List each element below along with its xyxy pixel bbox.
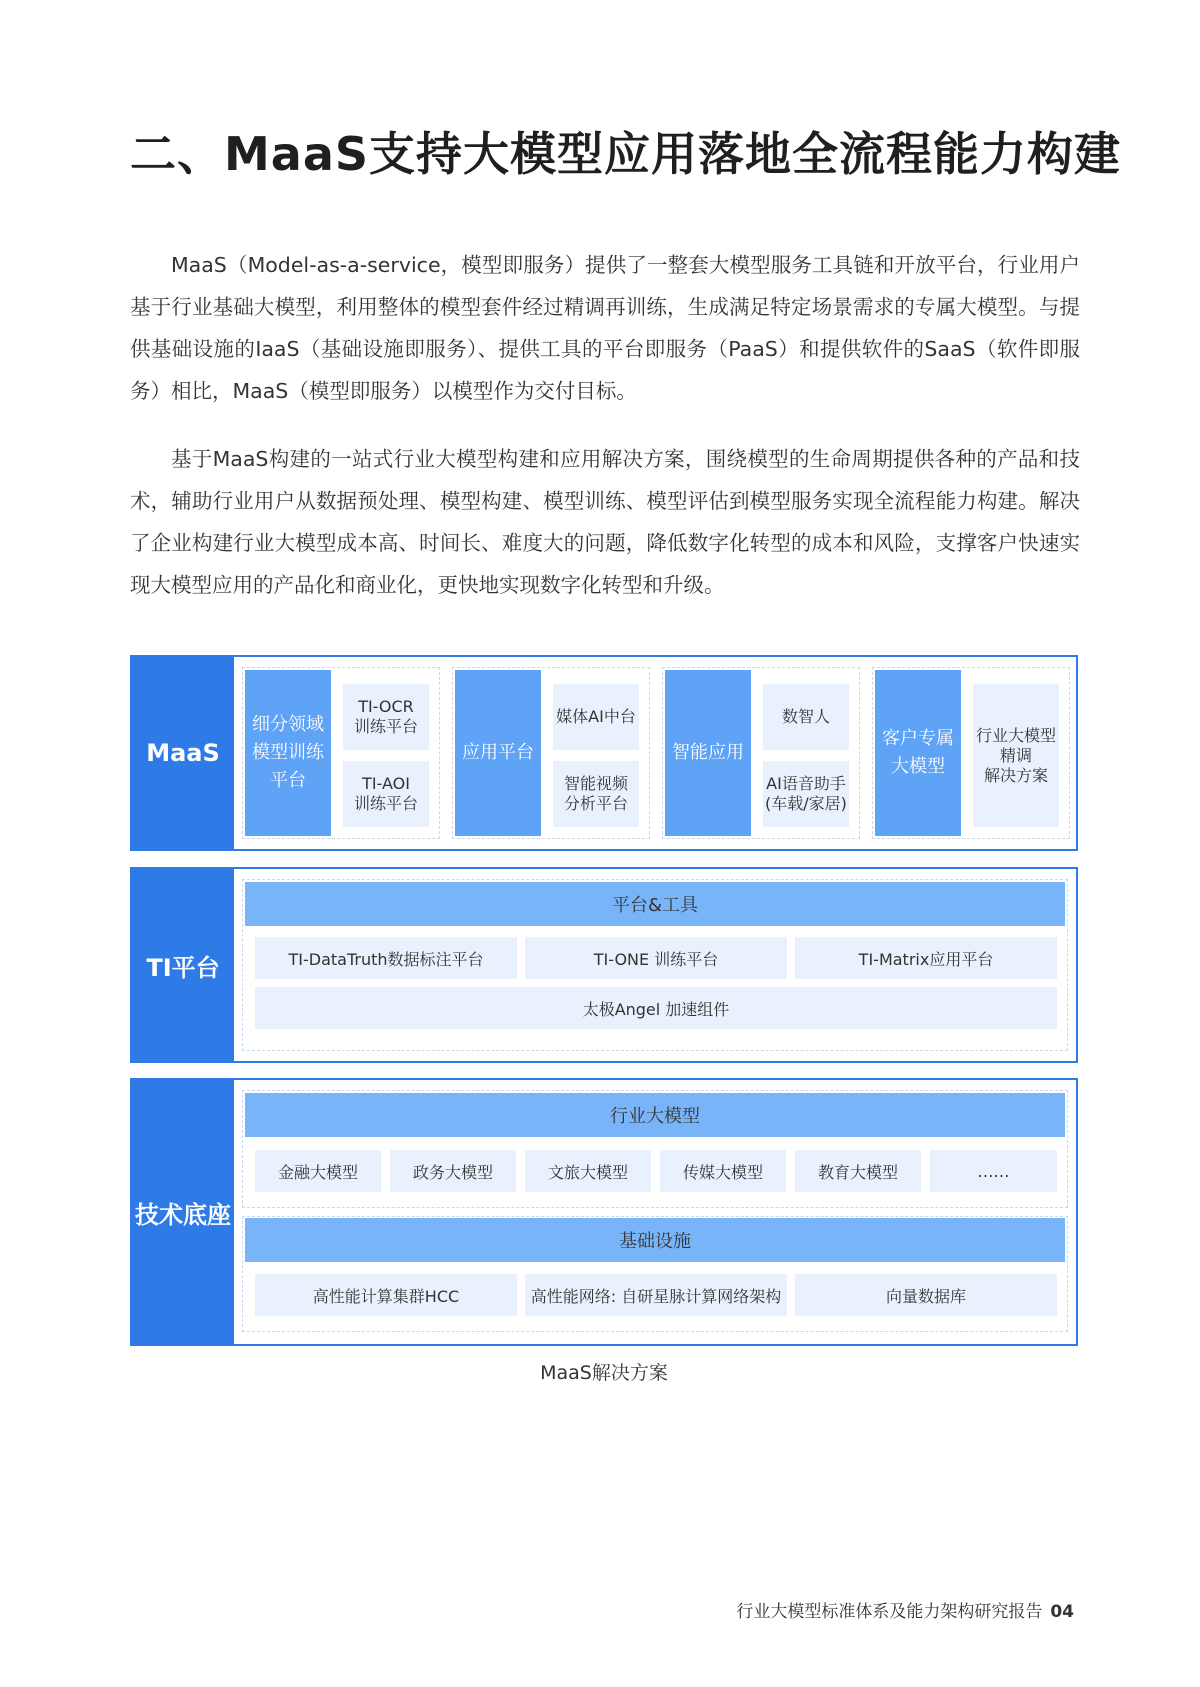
maas-item-media-ai: 媒体AI中台 xyxy=(553,684,639,750)
maas-layer xyxy=(130,655,1078,851)
maas-item-ai-voice: AI语音助手 (车载/家居) xyxy=(763,761,849,827)
tech-infra-bar: 基础设施 xyxy=(245,1218,1065,1262)
infra-network: 高性能网络: 自研星脉计算网络架构 xyxy=(525,1274,787,1316)
maas-group-app-platform-title: 应用平台 xyxy=(455,670,541,836)
maas-item-digital-human: 数智人 xyxy=(763,684,849,750)
infra-hcc: 高性能计算集群HCC xyxy=(255,1274,517,1316)
model-government: 政务大模型 xyxy=(390,1150,516,1192)
tech-base-layer xyxy=(130,1078,1078,1346)
model-education: 教育大模型 xyxy=(795,1150,921,1192)
maas-group-smart-apps-title: 智能应用 xyxy=(665,670,751,836)
maas-item-industry-finetune: 行业大模型 精调 解决方案 xyxy=(973,684,1059,827)
maas-item-ti-aoi: TI-AOI 训练平台 xyxy=(343,761,429,827)
ti-datatruth: TI-DataTruth数据标注平台 xyxy=(255,937,517,979)
ti-header-bar: 平台&工具 xyxy=(245,882,1065,926)
model-finance: 金融大模型 xyxy=(255,1150,381,1192)
infra-vector-db: 向量数据库 xyxy=(795,1274,1057,1316)
footer-report-title: 行业大模型标准体系及能力架构研究报告 xyxy=(736,1602,1043,1622)
ti-platform-layer xyxy=(130,867,1078,1063)
page-title: 二、MaaS支持大模型应用落地全流程能力构建 xyxy=(130,127,1121,181)
model-media: 传媒大模型 xyxy=(660,1150,786,1192)
figure-caption: MaaS解决方案 xyxy=(540,1362,668,1384)
ti-one: TI-ONE 训练平台 xyxy=(525,937,787,979)
maas-group-model-training-title: 细分领域 模型训练 平台 xyxy=(245,670,331,836)
ti-layer-label: TI平台 xyxy=(132,869,234,1061)
tech-layer-label: 技术底座 xyxy=(132,1080,234,1344)
page-number: 04 xyxy=(1050,1602,1074,1622)
page-footer xyxy=(736,1597,1074,1622)
tech-industry-model-bar: 行业大模型 xyxy=(245,1093,1065,1137)
ti-matrix: TI-Matrix应用平台 xyxy=(795,937,1057,979)
maas-item-video-analysis: 智能视频 分析平台 xyxy=(553,761,639,827)
maas-item-ti-ocr: TI-OCR 训练平台 xyxy=(343,684,429,750)
ti-angel: 太极Angel 加速组件 xyxy=(255,987,1057,1029)
intro-paragraph-1: MaaS（Model-as-a-service，模型即服务）提供了一整套大模型服务工具链和开放平台，行业用户基于行业基础大模型，利用整体的模型套件经过精调再训练，生成满足特定场景需求的专属大模型。与提供基础设施的IaaS（基础设施即服务）、提供工具的平台即服务（PaaS）和提供软件的SaaS（软件即服务）相比，MaaS（模型即服务）以模型作为交付目标。 xyxy=(130,253,1080,403)
model-more: …… xyxy=(930,1150,1057,1192)
model-tourism: 文旅大模型 xyxy=(525,1150,651,1192)
maas-layer-label: MaaS xyxy=(132,657,234,849)
maas-group-custom-model-title: 客户专属 大模型 xyxy=(875,670,961,836)
intro-paragraph-2: 基于MaaS构建的一站式行业大模型构建和应用解决方案，围绕模型的生命周期提供各种的产品和技术，辅助行业用户从数据预处理、模型构建、模型训练、模型评估到模型服务实现全流程能力构建。解决了企业构建行业大模型成本高、时间长、难度大的问题，降低数字化转型的成本和风险，支撑客户快速实现大模型应用的产品化和商业化，更快地实现数字化转型和升级。 xyxy=(130,447,1080,597)
